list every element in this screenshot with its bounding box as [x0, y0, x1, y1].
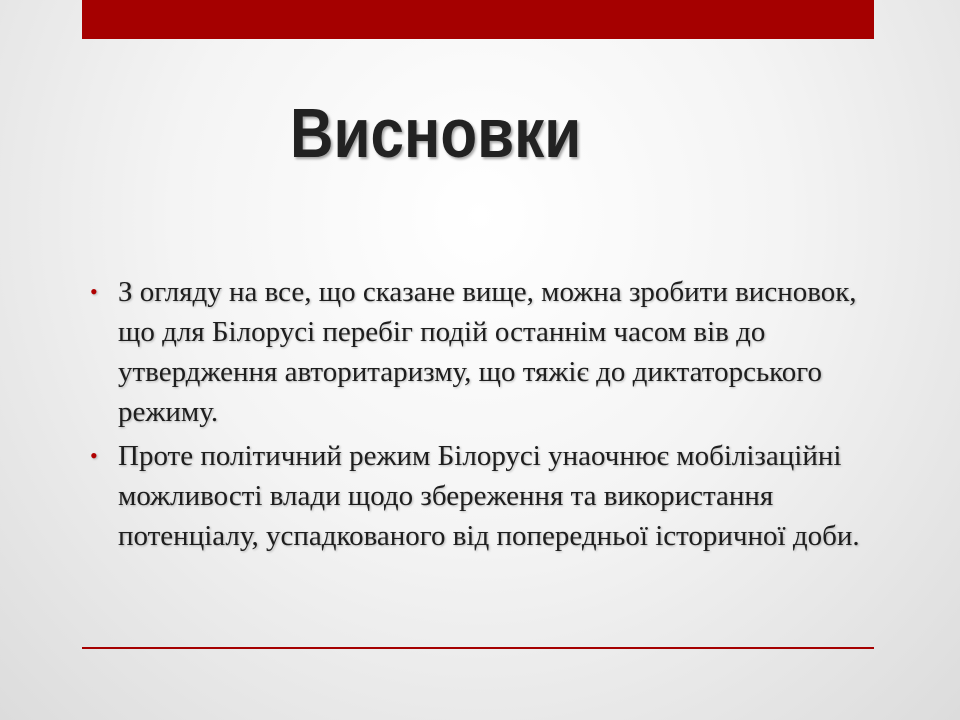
bottom-divider-line [82, 647, 874, 649]
bullet-item [90, 272, 880, 432]
bullet-text: З огляду на все, що сказане вище, можна зробити висновок, що для Білорусі перебіг подій останнім часом вів до утвердження авторитаризму, що тяжіє до диктаторського режиму. [118, 276, 857, 428]
bullet-icon: • [90, 279, 98, 304]
bullet-icon: • [90, 443, 98, 468]
bullet-list [90, 272, 880, 560]
slide-title: Висновки [290, 94, 582, 172]
top-accent-bar [82, 0, 874, 39]
bullet-item [90, 436, 880, 556]
bullet-text: Проте політичний режим Білорусі унаочнює мобілізаційні можливості влади щодо збереження та використання потенціалу, успадкованого від попередньої історичної доби. [118, 440, 860, 552]
